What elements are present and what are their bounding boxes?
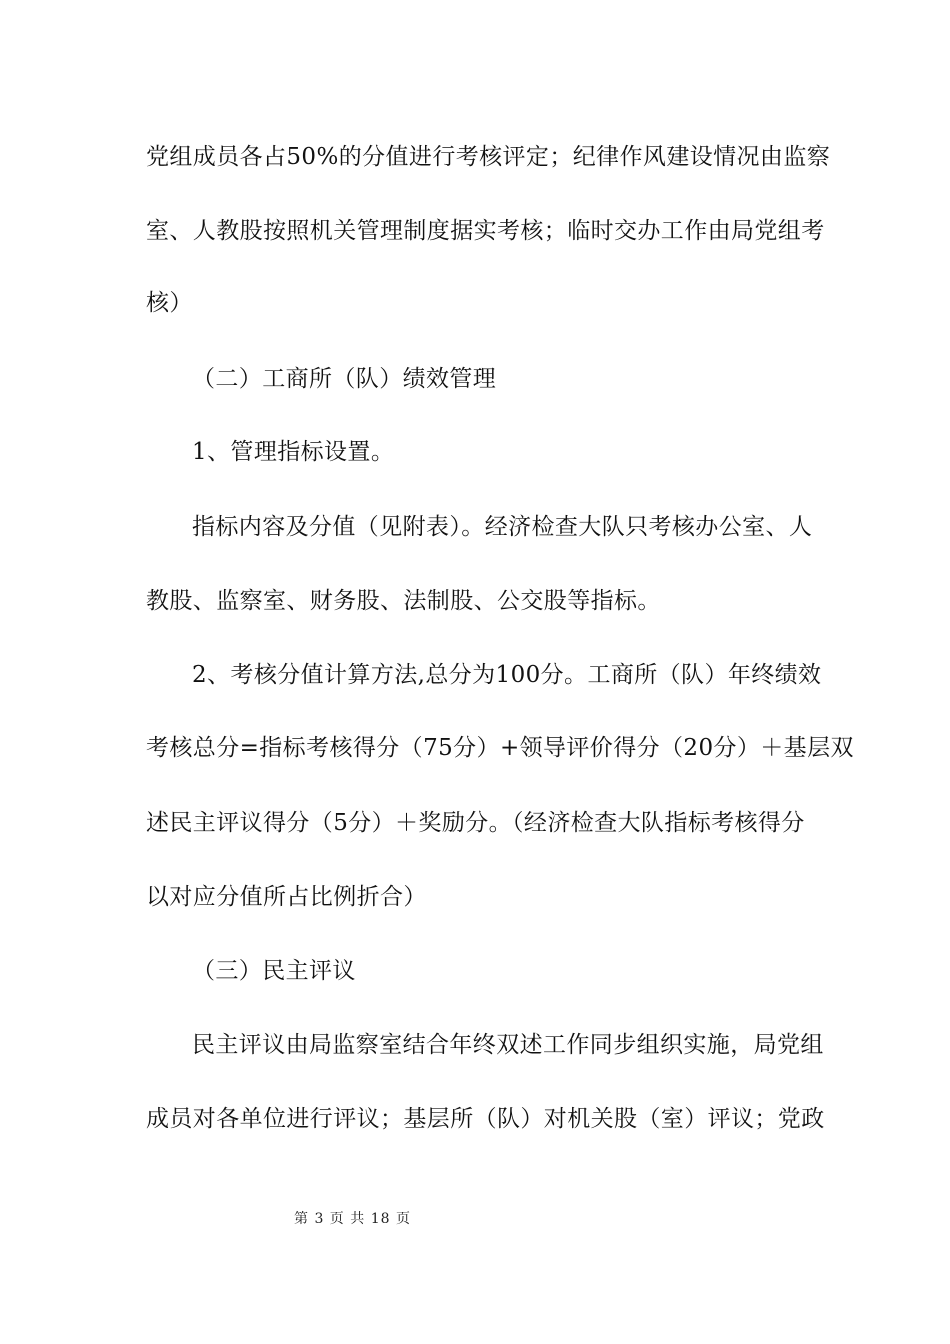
body-line: 述民主评议得分（5分）＋奖励分。（经济检查大队指标考核得分 [146,810,805,836]
section-heading: （二）工商所（队）绩效管理 [192,366,497,392]
body-line: 党组成员各占50%的分值进行考核评定；纪律作风建设情况由监察 [146,144,831,170]
body-line: 民主评议由局监察室结合年终双述工作同步组织实施，局党组 [192,1032,824,1058]
body-line: 室、人教股按照机关管理制度据实考核；临时交办工作由局党组考 [146,218,825,244]
body-line: 成员对各单位进行评议；基层所（队）对机关股（室）评议；党政 [146,1106,825,1132]
subsection-heading: 1、管理指标设置。 [192,439,395,465]
page-number-footer: 第 3 页 共 18 页 [294,1211,411,1227]
body-line: 以对应分值所占比例折合） [146,884,427,910]
body-line: 考核总分=指标考核得分（75分）+领导评价得分（20分）＋基层双 [146,735,854,761]
body-line: 指标内容及分值（见附表）。经济检查大队只考核办公室、人 [192,514,813,540]
body-line: 教股、监察室、财务股、法制股、公交股等指标。 [146,588,661,614]
body-line: 2、考核分值计算方法,总分为100分。工商所（队）年终绩效 [192,662,822,688]
body-line: 核） [146,290,193,316]
section-heading: （三）民主评议 [192,958,356,984]
